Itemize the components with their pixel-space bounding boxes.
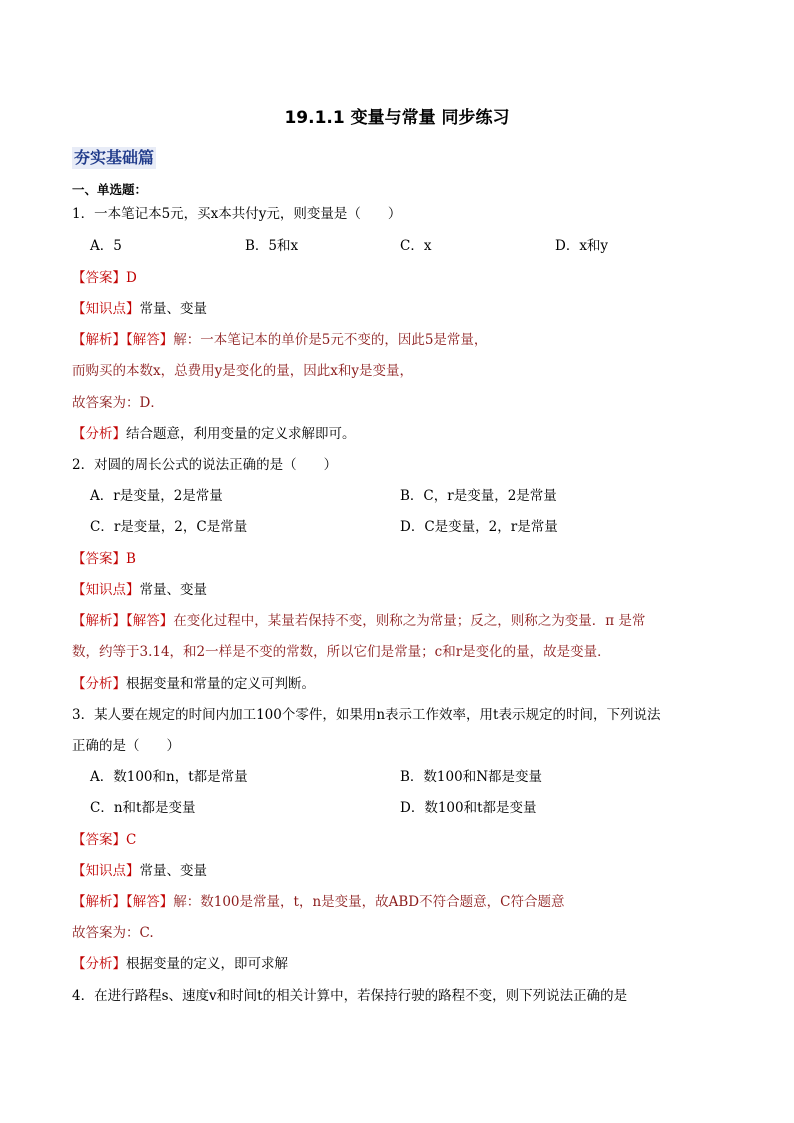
- q1-option-c: C．x: [400, 238, 432, 254]
- q1-option-d: D．x和y: [555, 238, 609, 254]
- q2-answer-tag: 【答案】: [72, 551, 126, 567]
- q3-option-a: A．数100和n，t都是常量: [90, 769, 248, 785]
- q3-knowledge: [72, 861, 207, 881]
- q2-option-b: B．C，r是变量，2是常量: [400, 488, 557, 504]
- q3-option-d: D．数100和t都是变量: [400, 800, 537, 816]
- q3-knowledge-tag: 【知识点】: [72, 863, 140, 879]
- q2-analysis-tag: 【解析】【解答】: [72, 613, 174, 629]
- q1-knowledge-tag: 【知识点】: [72, 301, 140, 317]
- q3-analysis-tag: 【解析】【解答】: [72, 894, 174, 910]
- q2-option-c: C．r是变量，2，C是常量: [90, 519, 248, 535]
- q3-option-b: B．数100和N都是变量: [400, 769, 543, 785]
- q1-analysis-tag: 【解析】【解答】: [72, 332, 174, 348]
- q2-option-d: D．C是变量，2，r是常量: [400, 519, 558, 535]
- q1-option-b: B．5和x: [245, 238, 299, 254]
- q2-answer-value: B: [126, 551, 136, 567]
- q3-comment: [72, 954, 288, 974]
- q2-comment-tag: 【分析】: [72, 676, 126, 692]
- q2-analysis-text-1: 在变化过程中，某量若保持不变，则称之为常量；反之，则称之为变量．π 是常: [173, 613, 646, 629]
- q3-analysis-text-1: 解：数100是常量，t，n是变量，故ABD不符合题意，C符合题意: [173, 894, 565, 910]
- q1-knowledge: [72, 299, 207, 319]
- q1-analysis-text-1: 解：一本笔记本的单价是5元不变的，因此5是常量，: [173, 332, 488, 348]
- q3-knowledge-value: 常量、变量: [139, 863, 207, 879]
- q3-answer-value: C: [126, 832, 137, 848]
- q3-answer: [72, 830, 136, 850]
- q4-stem: 4．在进行路程s、速度v和时间t的相关计算中，若保持行驶的路程不变，则下列说法正确的是: [72, 988, 628, 1004]
- q2-comment-text: 根据变量和常量的定义可判断。: [126, 676, 315, 692]
- q1-analysis-line-3: 故答案为：D．: [72, 395, 164, 411]
- q3-stem-line-2: 正确的是（ ）: [72, 738, 180, 754]
- q1-answer: [72, 268, 137, 288]
- q3-stem-line-1: 3．某人要在规定的时间内加工100个零件，如果用n表示工作效率，用t表示规定的时间，下列说法: [72, 707, 661, 723]
- page-title: 19.1.1 变量与常量 同步练习: [284, 108, 510, 128]
- section-heading: 夯实基础篇: [74, 148, 155, 167]
- q1-stem: 1．一本笔记本5元，买x本共付y元，则变量是（ ）: [72, 206, 402, 222]
- q2-knowledge: [72, 580, 207, 600]
- q1-answer-tag: 【答案】: [72, 270, 126, 286]
- q3-comment-tag: 【分析】: [72, 956, 126, 972]
- q2-analysis-line-1: [72, 611, 645, 631]
- q2-comment: [72, 674, 315, 694]
- q3-analysis-line-1: [72, 892, 564, 912]
- q3-comment-text: 根据变量的定义，即可求解: [126, 956, 288, 972]
- q1-option-a: A．5: [90, 238, 122, 254]
- q2-knowledge-tag: 【知识点】: [72, 582, 140, 598]
- part-label: 一、单选题：: [72, 182, 148, 197]
- q2-analysis-line-2: 数，约等于3.14，和2一样是不变的常数，所以它们是常量；c和r是变化的量，故是变量．: [72, 644, 611, 660]
- q3-answer-tag: 【答案】: [72, 832, 126, 848]
- q2-knowledge-value: 常量、变量: [139, 582, 207, 598]
- q1-comment-tag: 【分析】: [72, 426, 126, 442]
- q1-answer-value: D: [126, 270, 137, 286]
- q1-analysis-line-1: [72, 330, 487, 350]
- q3-option-c: C．n和t都是变量: [90, 800, 196, 816]
- q1-knowledge-value: 常量、变量: [139, 301, 207, 317]
- q2-stem: 2．对圆的周长公式的说法正确的是（ ）: [72, 457, 338, 473]
- q1-comment: [72, 424, 356, 444]
- q1-analysis-line-2: 而购买的本数x，总费用y是变化的量，因此x和y是变量，: [72, 363, 413, 379]
- q2-answer: [72, 549, 136, 569]
- q2-option-a: A．r是变量，2是常量: [90, 488, 223, 504]
- q3-analysis-line-2: 故答案为：C.: [72, 925, 154, 941]
- q1-comment-text: 结合题意，利用变量的定义求解即可。: [126, 426, 356, 442]
